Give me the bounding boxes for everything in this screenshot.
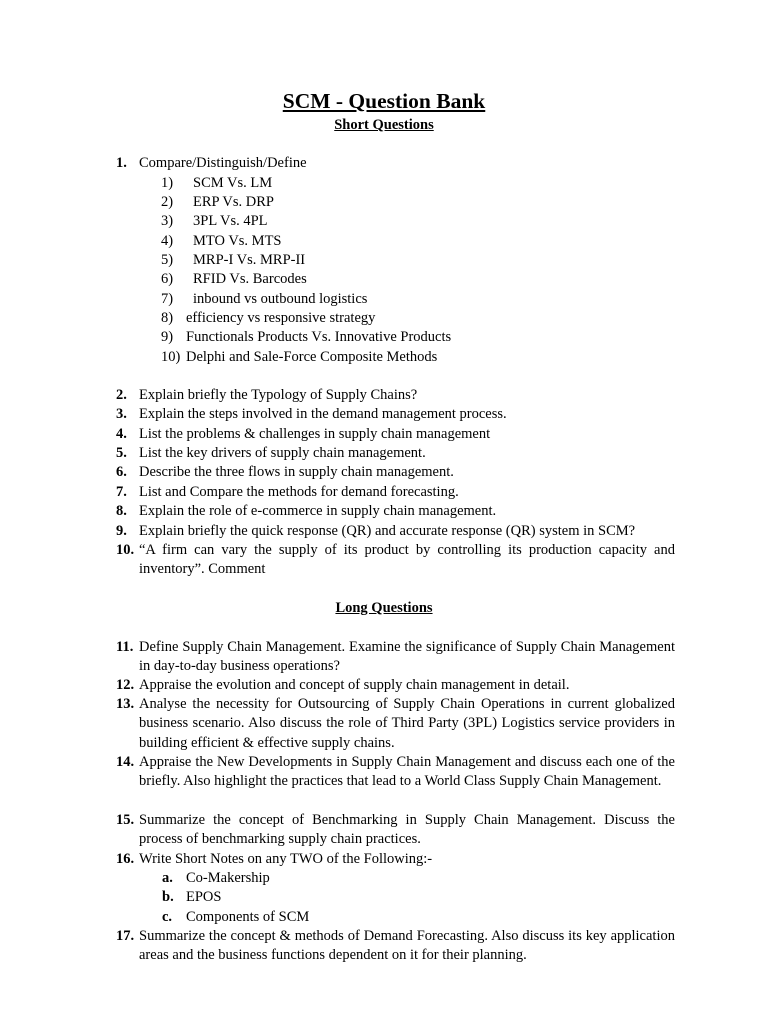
sub-item-text: ERP Vs. DRP (193, 194, 274, 210)
question-text: Explain briefly the Typology of Supply Chains? (139, 387, 418, 403)
question-text: List the key drivers of supply chain management. (139, 445, 426, 461)
sub-item-number: 5) (161, 252, 174, 268)
sub-item-number: 8) (161, 310, 174, 326)
sub-item-letter: a. (162, 870, 173, 886)
question-number: 5. (116, 445, 127, 461)
question-number: 3. (116, 406, 127, 422)
sub-item-text: Delphi and Sale-Force Composite Methods (186, 349, 438, 365)
question-number: 16. (116, 851, 135, 867)
question-text: Appraise the New Developments in Supply Chain Management and discuss each one of the briefly. Also highlight the practices that lead to a World Class Supply Chain Management. (139, 754, 675, 790)
question-number: 2. (116, 387, 127, 403)
question-text: Write Short Notes on any TWO of the Following:- (139, 851, 433, 867)
sub-item-text: inbound vs outbound logistics (193, 291, 368, 307)
question-number: 7. (116, 484, 127, 500)
sub-item-number: 7) (161, 291, 174, 307)
question-text: Summarize the concept of Benchmarking in Supply Chain Management. Discuss the process of benchmarking supply chain practices. (139, 812, 675, 848)
question-text: Analyse the necessity for Outsourcing of Supply Chain Operations in current globalized business scenario. Also discuss the role of Third Party (3PL) Logistics service providers in building efficient & effective supply chains. (139, 696, 675, 751)
question-text: Appraise the evolution and concept of supply chain management in detail. (139, 677, 570, 693)
question-text: Explain the role of e-commerce in supply chain management. (139, 503, 497, 519)
question-number: 1. (116, 155, 127, 171)
sub-item-letter: b. (162, 889, 174, 905)
sub-item-number: 9) (161, 329, 174, 345)
question-text: Define Supply Chain Management. Examine the significance of Supply Chain Management in day-to-day business operations? (139, 639, 675, 675)
question-number: 17. (116, 928, 135, 944)
sub-item-text: RFID Vs. Barcodes (193, 271, 307, 287)
sub-item-text: EPOS (186, 889, 222, 905)
question-number: 6. (116, 464, 127, 480)
question-number: 10. (116, 542, 135, 558)
question-number: 11. (116, 639, 134, 655)
question-text: List the problems & challenges in supply chain management (139, 426, 491, 442)
sub-item-text: 3PL Vs. 4PL (193, 213, 268, 229)
long-questions-heading: Long Questions (335, 600, 433, 616)
sub-item-text: Functionals Products Vs. Innovative Products (186, 329, 452, 345)
question-text: Describe the three flows in supply chain management. (139, 464, 454, 480)
sub-item-text: efficiency vs responsive strategy (186, 310, 376, 326)
question-number: 8. (116, 503, 127, 519)
question-text: List and Compare the methods for demand forecasting. (139, 484, 459, 500)
question-number: 13. (116, 696, 135, 712)
sub-item-text: SCM Vs. LM (193, 175, 273, 191)
question-number: 12. (116, 677, 135, 693)
question-text: Explain the steps involved in the demand management process. (139, 406, 507, 422)
sub-item-number: 1) (161, 175, 174, 191)
page-title: SCM - Question Bank (282, 89, 486, 113)
question-text: Explain briefly the quick response (QR) and accurate response (QR) system in SCM? (139, 523, 636, 539)
question-number: 9. (116, 523, 127, 539)
sub-item-text: MRP-I Vs. MRP-II (193, 252, 306, 268)
question-number: 15. (116, 812, 135, 828)
sub-item-number: 4) (161, 233, 174, 249)
sub-item-number: 10) (161, 349, 181, 365)
sub-item-text: Components of SCM (186, 909, 310, 925)
question-text: Summarize the concept & methods of Demand Forecasting. Also discuss its key application areas and the business functions dependent on it for their planning. (139, 928, 675, 964)
sub-item-number: 2) (161, 194, 174, 210)
question-number: 4. (116, 426, 127, 442)
sub-item-letter: c. (162, 909, 173, 925)
sub-item-number: 6) (161, 271, 174, 287)
question-text: Compare/Distinguish/Define (139, 155, 307, 171)
short-questions-heading: Short Questions (334, 117, 434, 133)
question-number: 14. (116, 754, 135, 770)
sub-item-text: Co-Makership (186, 870, 270, 886)
sub-item-text: MTO Vs. MTS (193, 233, 282, 249)
sub-item-number: 3) (161, 213, 174, 229)
question-text: “A firm can vary the supply of its product by controlling its production capacity and inventory”. Comment (139, 542, 675, 578)
